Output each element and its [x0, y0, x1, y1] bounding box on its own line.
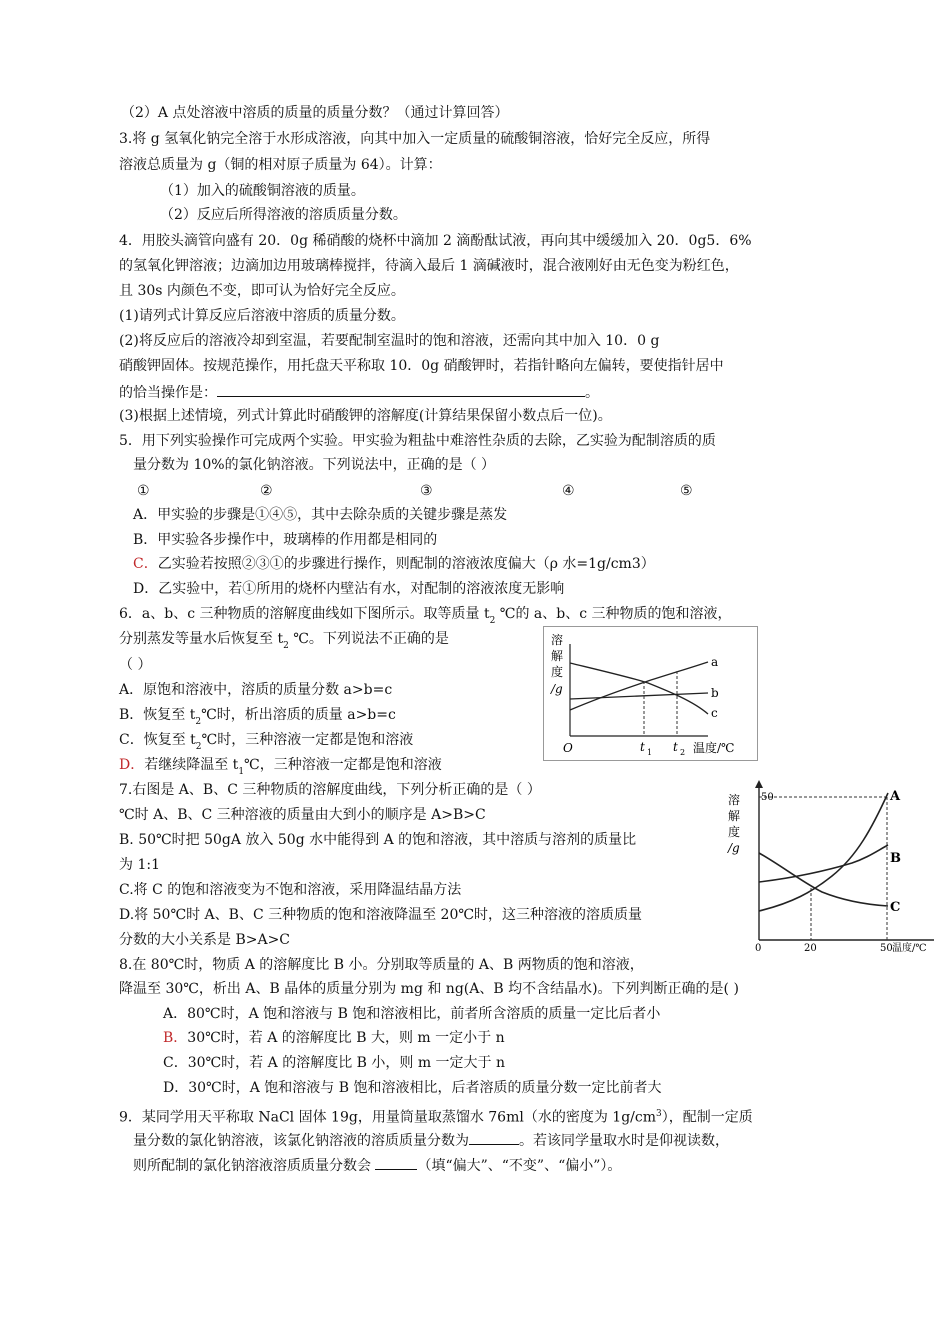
q5-step-3: ③	[420, 483, 433, 499]
q6-option-c-a: C．恢复至 t	[119, 732, 196, 748]
q7-ylabel-4: /g	[728, 841, 740, 855]
q7-y-arrow-icon	[755, 780, 763, 788]
q7-option-d-line1: D.将 50℃时 A、B、C 三种物质的饱和溶液降温至 20℃时，这三种溶液的溶质质量	[119, 907, 643, 923]
q8-stem-line1: 8.在 80℃时，物质 A 的溶解度比 B 小。分别取等质量的 A、B 两物质的饱和溶液，	[119, 957, 644, 973]
q7-y50: 50	[761, 792, 774, 803]
q6-stem-line2-b: ℃。下列说法不正确的是	[288, 631, 449, 647]
q7-label-b: B	[890, 851, 901, 866]
q8-option-b-letter: B．	[163, 1030, 188, 1046]
q7-option-c: C.将 C 的饱和溶液变为不饱和溶液，采用降温结晶方法	[119, 882, 462, 898]
q4-period: 。	[585, 385, 599, 401]
q9-stem-line3-b: （填“偏大”、“不变”、“偏小”）。	[417, 1158, 622, 1174]
q3-part2: （2）反应后所得溶液的溶质质量分数。	[160, 207, 407, 223]
q4-operation-label: 的恰当操作是：	[119, 385, 217, 401]
q6-option-d-sub: 1	[238, 767, 245, 777]
q9-blank-1[interactable]	[469, 1130, 519, 1145]
q6-option-a: A．原饱和溶液中，溶质的质量分数 a>b=c	[119, 682, 393, 698]
q5-option-a: A．甲实验的步骤是①④⑤，其中去除杂质的关键步骤是蒸发	[133, 507, 508, 523]
q6-stem-line1-b: ℃的 a、b、c 三种物质的饱和溶液，	[495, 606, 732, 622]
q4-part2-line3	[119, 382, 599, 402]
q7-curve-b	[759, 845, 888, 882]
q9-stem-line1-b: ），配制一定质	[661, 1109, 753, 1126]
q4-stem-line2: 的氢氧化钾溶液；边滴加边用玻璃棒搅拌，待滴入最后 1 滴碱液时，混合液刚好由无色变为粉红色，	[119, 258, 739, 274]
q4-part2-line1: (2)将反应后的溶液冷却到室温，若要配制室温时的饱和溶液，还需向其中加入 10．0 g	[119, 333, 660, 349]
q8-option-d: D．30℃时，A 饱和溶液与 B 饱和溶液相比，后者溶质的质量分数一定比前者大	[163, 1080, 662, 1096]
q6-stem-line1-a: 6．a、b、c 三种物质的溶解度曲线如下图所示。取等质量 t	[119, 606, 490, 622]
q6-option-d-b: ℃，三种溶液一定都是饱和溶液	[244, 757, 442, 773]
q6-option-b-sub: 2	[195, 717, 202, 727]
q7-option-a: ℃时 A、B、C 三种溶液的质量由大到小的顺序是 A>B>C	[119, 807, 486, 823]
q6-ylabel-3: 度	[551, 665, 564, 679]
q6-origin: O	[563, 741, 573, 755]
q6-label-a: a	[711, 655, 719, 669]
q9-stem-line2-a: 量分数的氯化钠溶液，该氯化钠溶液的溶质质量分数为	[133, 1133, 469, 1149]
q5-option-b: B．甲实验各步操作中，玻璃棒的作用都是相同的	[133, 532, 438, 548]
q6-option-b-a: B．恢复至 t	[119, 707, 196, 723]
q7-x50: 50	[880, 943, 893, 954]
q6-stem-line2-sub: 2	[283, 641, 289, 651]
q7-ylabel-1: 溶	[728, 793, 741, 807]
q6-ylabel-1: 溶	[551, 633, 564, 647]
q5-option-d: D．乙实验中，若①所用的烧杯内壁沾有水，对配制的溶液浓度无影响	[133, 581, 565, 597]
q6-option-c-sub: 2	[195, 742, 202, 752]
q5-option-c	[133, 555, 655, 573]
q5-step-4: ④	[562, 483, 575, 499]
q5-step-1: ①	[137, 483, 150, 499]
q6-ylabel-2: 解	[551, 649, 564, 663]
q8-option-b-text: 30℃时，若 A 的溶解度比 B 大，则 m 一定小于 n	[187, 1030, 505, 1046]
q9-stem-line1-a: 9．某同学用天平称取 NaCl 固体 19g，用量筒量取蒸馏水 76ml（水的密度为 1g/cm	[119, 1109, 656, 1126]
q6-answer-paren: （ ）	[119, 657, 152, 673]
q6-option-d-a: 若继续降温至 t	[144, 757, 239, 773]
q7-label-c: C	[890, 900, 901, 915]
q3-stem-line2: 溶液总质量为 g（铜的相对原子质量为 64）。计算：	[119, 157, 442, 173]
q6-label-b: b	[711, 686, 719, 700]
q7-option-b-line1: B. 50℃时把 50gA 放入 50g 水中能得到 A 的饱和溶液，其中溶质与溶剂的质量比	[119, 832, 637, 848]
q9-stem-line2-b: 。若该同学量取水时是仰视读数，	[519, 1133, 729, 1149]
q2-part2: （2）A 点处溶液中溶质的质量的质量分数？（通过计算回答）	[121, 105, 509, 121]
q6-xlabel: 温度/℃	[693, 741, 735, 755]
q8-option-b	[163, 1029, 505, 1047]
q7-option-d-line2: 分数的大小关系是 B>A>C	[119, 932, 291, 948]
q6-stem-sub: 2	[489, 616, 496, 626]
q7-label-a: A	[890, 789, 901, 804]
q6-stem-line2-a: 分别蒸发等量水后恢复至 t	[119, 631, 284, 647]
q6-label-c: c	[711, 706, 718, 720]
q3-stem-line1: 3.将 g 氢氧化钠完全溶于水形成溶液，向其中加入一定质量的硫酸铜溶液，恰好完全反应，所得	[119, 131, 711, 147]
q5-stem-line2: 量分数为 10%的氯化钠溶液。下列说法中，正确的是（ ）	[133, 457, 496, 473]
q5-option-c-letter: C．	[133, 556, 158, 572]
q4-part3: (3)根据上述情境，列式计算此时硝酸钾的溶解度(计算结果保留小数点后一位)。	[119, 408, 612, 424]
q7-xlabel: 温度/℃	[892, 943, 927, 954]
q9-sup: 3	[656, 1109, 662, 1119]
q9-stem-line3-a: 则所配制的氯化钠溶液溶质质量分数会	[133, 1158, 376, 1174]
q5-step-2: ②	[260, 483, 273, 499]
q4-stem-line3: 且 30s 内颜色不变，即可认为恰好完全反应。	[119, 283, 405, 299]
q6-t1-label: t	[640, 740, 645, 754]
q4-part1: (1)请列式计算反应后溶液中溶质的质量分数。	[119, 308, 405, 324]
q8-option-a: A．80℃时，A 饱和溶液与 B 饱和溶液相比，前者所含溶质的质量一定比后者小	[163, 1006, 661, 1022]
q7-x0: 0	[755, 943, 762, 954]
q6-option-b	[119, 706, 396, 726]
q9-stem-line2	[133, 1130, 729, 1150]
q3-part1: （1）加入的硫酸铜溶液的质量。	[160, 183, 365, 199]
q7-option-b-line2: 为 1:1	[119, 857, 160, 873]
q7-solubility-figure	[722, 778, 942, 958]
q5-stem-line1: 5．用下列实验操作可完成两个实验。甲实验为粗盐中难溶性杂质的去除，乙实验为配制溶质的质	[119, 433, 716, 449]
q9-stem-line1	[119, 1105, 753, 1127]
q4-stem-line1: 4．用胶头滴管向盛有 20．0g 稀硝酸的烧杯中滴加 2 滴酚酞试液，再向其中缓缓加入 20．0g5．6%	[119, 233, 752, 249]
q8-option-c: C．30℃时，若 A 的溶解度比 B 小，则 m 一定大于 n	[163, 1055, 506, 1071]
q9-blank-2[interactable]	[375, 1155, 417, 1170]
q9-stem-line3	[133, 1155, 621, 1175]
q6-option-d-letter: D．	[119, 757, 145, 773]
q6-t2-sub: 2	[680, 748, 686, 757]
q6-option-d	[119, 756, 442, 776]
q4-operation-blank[interactable]	[217, 382, 585, 397]
q5-step-5: ⑤	[680, 483, 693, 499]
q6-stem-line1	[119, 605, 732, 625]
q6-option-c-b: ℃时，三种溶液一定都是饱和溶液	[201, 732, 414, 748]
q7-ylabel-3: 度	[728, 825, 741, 839]
q4-part2-line2: 硝酸钾固体。按规范操作，用托盘天平称取 10．0g 硝酸钾时，若指针略向左偏转，要使指针居中	[119, 358, 724, 374]
q7-stem: 7.右图是 A、B、C 三种物质的溶解度曲线，下列分析正确的是（ ）	[119, 782, 541, 798]
q8-stem-line2: 降温至 30℃，析出 A、B 晶体的质量分别为 mg 和 ng(A、B 均不含结晶水)。下列判断正确的是( )	[119, 981, 739, 997]
q7-x20: 20	[804, 943, 817, 954]
q6-stem-line2	[119, 630, 449, 650]
q7-ylabel-2: 解	[728, 809, 741, 823]
q6-solubility-figure	[543, 626, 758, 761]
q6-option-c	[119, 731, 413, 751]
q6-option-b-b: ℃时，析出溶质的质量 a>b=c	[201, 707, 396, 723]
q6-t1-sub: 1	[647, 748, 653, 757]
q6-ylabel-4: /g	[551, 682, 563, 696]
q5-option-c-text: 乙实验若按照②③①的步骤进行操作，则配制的溶液浓度偏大（ρ 水=1g/cm3）	[157, 556, 655, 572]
q6-t2-label: t	[673, 740, 678, 754]
